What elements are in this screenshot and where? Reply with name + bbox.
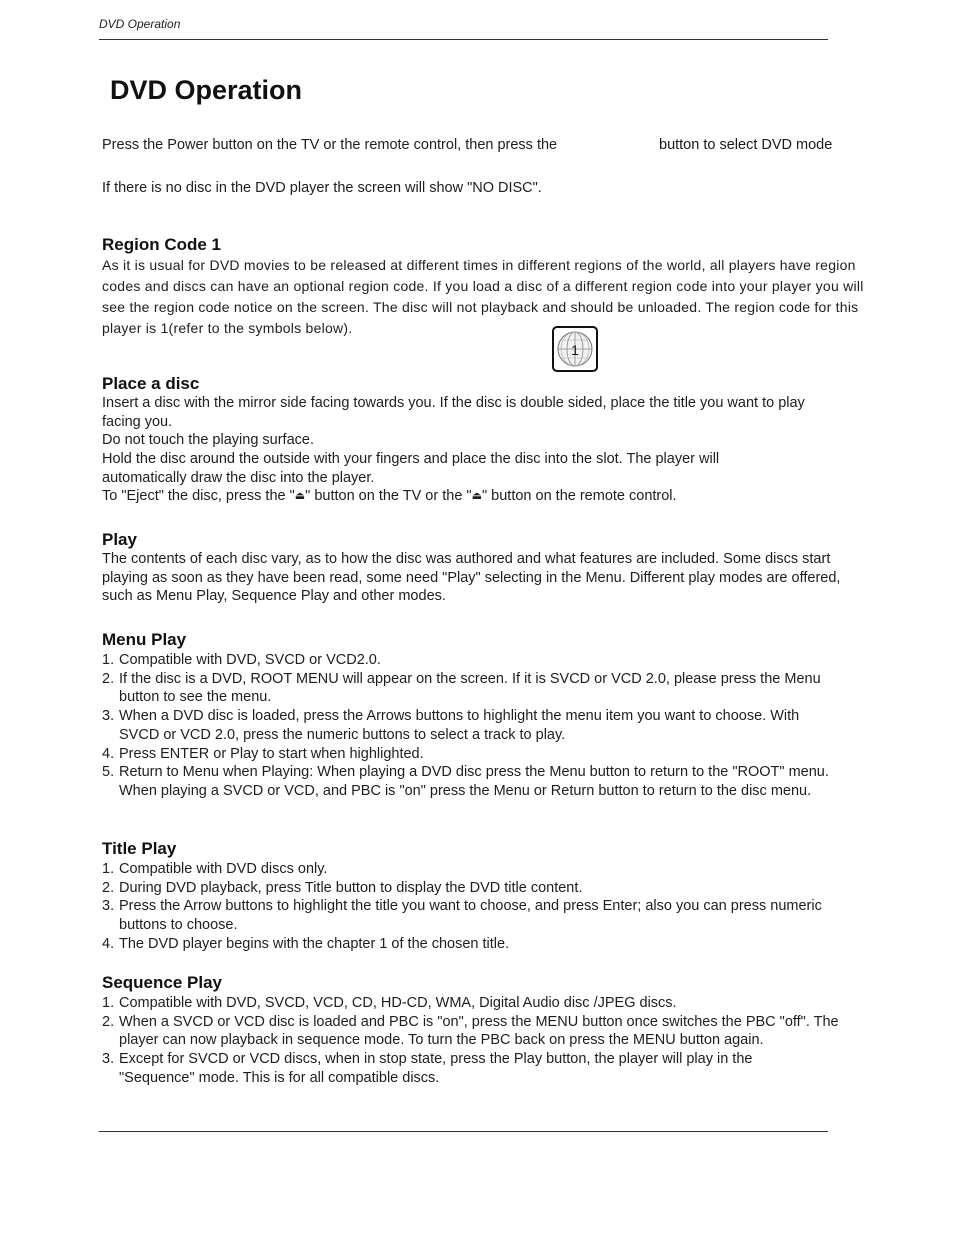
sequence-play-list [102, 994, 842, 1088]
title-play-list [102, 860, 832, 954]
intro-line-2: If there is no disc in the DVD player the screen will show "NO DISC". [102, 180, 542, 196]
play-heading: Play [102, 530, 137, 549]
page-title: DVD Operation [110, 75, 303, 105]
intro-line-1: Press the Power button on the TV or the remote control, then press the [102, 137, 558, 153]
list-item: 3. When a DVD disc is loaded, press the Arrows buttons to highlight the menu item you want to choose. With SVCD or VCD 2.0, press the numeric buttons to select a track to play. [102, 708, 800, 743]
list-item: 1. Compatible with DVD, SVCD or VCD2.0. [102, 652, 381, 668]
list-item: 4. Press ENTER or Play to start when highlighted. [102, 745, 424, 762]
footer-rule [99, 1131, 828, 1132]
place-disc-heading: Place a disc [102, 374, 200, 393]
place-disc-p2: Do not touch the playing surface. [102, 432, 314, 448]
list-item: 2. If the disc is a DVD, ROOT MENU will appear on the screen. If it is SVCD or VCD 2.0, please press the Menu button to see the menu. [102, 670, 821, 706]
running-header: DVD Operation [99, 17, 181, 31]
intro-line-1-end: button to select DVD mode [659, 137, 833, 153]
eject-icon: ⏏ [471, 490, 482, 502]
menu-play-heading: Menu Play [102, 630, 187, 649]
region-text: As it is usual for DVD movies to be released at different times in different regions of the world, all players have region codes and discs can have an optional region code. If you load a disc of a different region code into your player you will see the region code notice on the screen. The disc will not playback and should be unloaded. The region code for this player is 1(refer to the symbols below). [102, 257, 864, 336]
title-play-heading: Title Play [102, 839, 177, 858]
list-item: 2. When a SVCD or VCD disc is loaded and PBC is "on", press the MENU button once switches the PBC "off". The player can now playback in sequence mode. To turn the PBC back on press the MENU button again. [102, 1013, 839, 1049]
list-item: 3. Press the Arrow buttons to highlight the title you want to choose, and press Enter; also you can press numeric buttons to choose. [102, 898, 822, 934]
list-item: 4. The DVD player begins with the chapter 1 of the chosen title. [102, 935, 510, 952]
list-item: 3. Except for SVCD or VCD discs, when in stop state, press the Play button, the player will play in the "Sequence" mode. This is for all compatible discs. [102, 1051, 753, 1086]
menu-play-list [102, 651, 842, 801]
place-disc-p4: To "Eject" the disc, press the "⏏" button on the TV or the "⏏" button on the remote control. [102, 488, 677, 504]
list-item: 2. During DVD playback, press Title button to display the DVD title content. [102, 879, 583, 896]
region-code-label: 1 [571, 342, 579, 358]
place-disc-p3: Hold the disc around the outside with your fingers and place the disc into the slot. The player will automatically draw the disc into the player. [102, 451, 720, 486]
sequence-play-heading: Sequence Play [102, 973, 223, 992]
region-heading: Region Code 1 [102, 235, 222, 254]
globe-region-icon [552, 326, 598, 372]
eject-icon: ⏏ [294, 490, 306, 502]
list-item: 1. Compatible with DVD discs only. [102, 861, 328, 877]
list-item: 5. Return to Menu when Playing: When playing a DVD disc press the Menu button to return to the "ROOT" menu. When playing a SVCD or VCD, and PBC is "on" press the Menu or Return button to return to the disc menu. [102, 764, 829, 799]
play-text: The contents of each disc vary, as to how the disc was authored and what features are included. Some discs start playing as soon as they have been read, some need "Play" selecting in the Menu. Different play modes are offered, such as Menu Play, Sequence Play and other modes. [102, 551, 841, 605]
header-rule [99, 39, 828, 40]
place-disc-p1: Insert a disc with the mirror side facing towards you. If the disc is double sided, place the title you want to play facing you. [102, 395, 805, 430]
list-item: 1. Compatible with DVD, SVCD, VCD, CD, HD-CD, WMA, Digital Audio disc /JPEG discs. [102, 995, 677, 1011]
